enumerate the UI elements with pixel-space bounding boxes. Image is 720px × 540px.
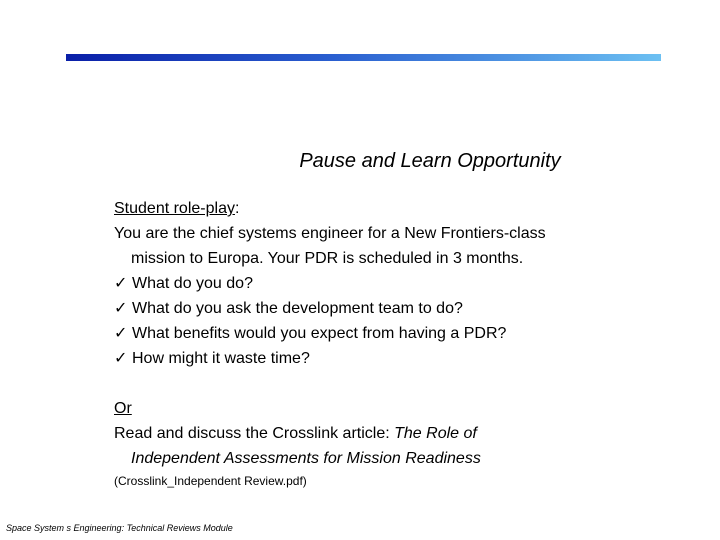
article-title-part-2: Independent Assessments for Mission Readiness (131, 450, 481, 467)
or-label: Or (114, 400, 132, 417)
roleplay-heading: Student role-play (114, 200, 235, 217)
spacer (114, 371, 674, 396)
scenario-line-2: mission to Europa. Your PDR is scheduled in 3 months. (131, 250, 524, 267)
scenario-line-1: You are the chief systems engineer for a New Frontiers-class (114, 225, 546, 242)
slide-title: Pause and Learn Opportunity (299, 150, 561, 172)
header-gradient-bar (66, 54, 661, 61)
read-line-1 (114, 421, 674, 446)
question-text: How might it waste time? (132, 350, 310, 367)
read-line-2 (114, 446, 674, 471)
roleplay-colon: : (234, 200, 240, 217)
checkmark-icon: ✓ (114, 300, 128, 317)
question-item (114, 296, 674, 321)
roleplay-heading-line (114, 196, 674, 221)
checkmark-icon: ✓ (114, 350, 128, 367)
question-item (114, 321, 674, 346)
read-prefix: Read and discuss the Crosslink article: (114, 425, 395, 442)
question-item (114, 271, 674, 296)
question-text: What do you do? (132, 275, 253, 292)
file-reference: (Crosslink_Independent Review.pdf) (114, 474, 307, 488)
question-text: What do you ask the development team to do? (132, 300, 463, 317)
checkmark-icon: ✓ (114, 325, 128, 342)
question-item (114, 346, 674, 371)
footer-text: Space System s Engineering: Technical Reviews Module (6, 523, 233, 533)
question-text: What benefits would you expect from having a PDR? (132, 325, 507, 342)
checkmark-icon: ✓ (114, 275, 128, 292)
article-title-part-1: The Role of (394, 425, 477, 442)
slide-body (114, 196, 674, 491)
